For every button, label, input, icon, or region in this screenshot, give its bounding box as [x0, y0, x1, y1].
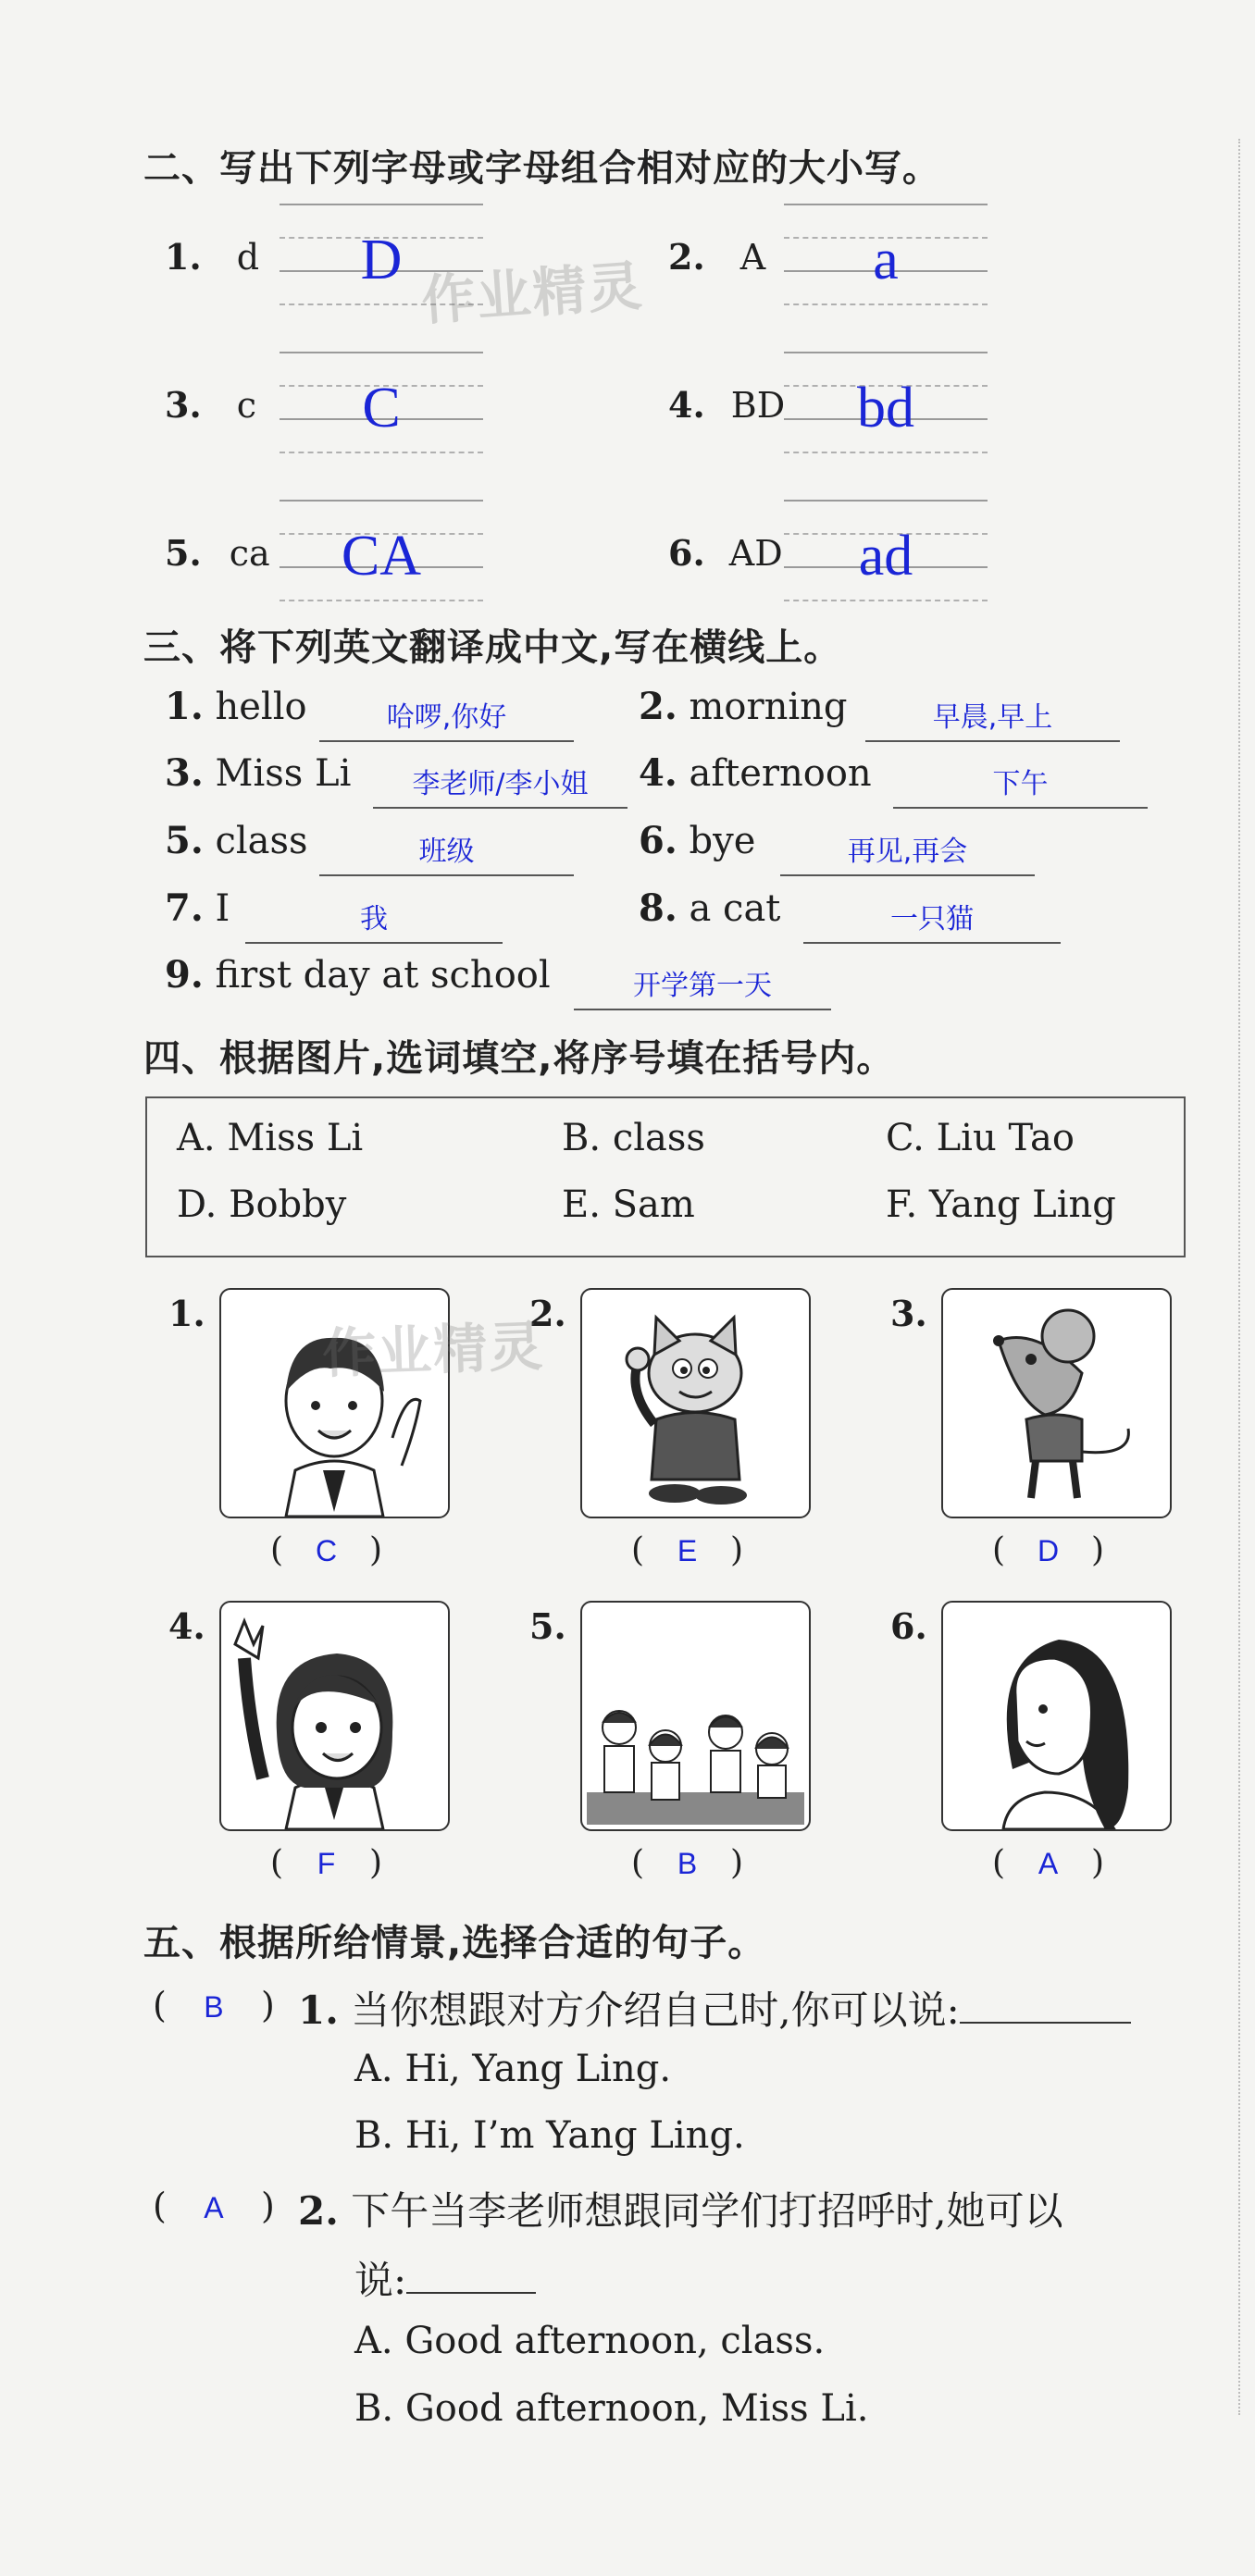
s3-answer: 一只猫	[890, 903, 974, 935]
margin-rule	[1238, 139, 1240, 2415]
s2-item-2	[668, 236, 765, 278]
s3-line	[574, 1009, 831, 1010]
s2-grid-6	[784, 500, 988, 601]
answer-paren-4: ( F )	[270, 1844, 382, 1882]
s2-grid-2	[784, 204, 988, 305]
s2-num: 5.	[165, 532, 202, 574]
class-picture	[580, 1601, 811, 1831]
s2-grid-3	[280, 352, 483, 453]
s3-line	[373, 807, 628, 809]
s3-item-9: 9. first day at school	[165, 953, 551, 997]
s2-answer: a	[873, 229, 899, 291]
option-a: A. Miss Li	[177, 1117, 364, 1159]
section-5-title: 五、根据所给情景,选择合适的句子。	[143, 1922, 766, 1964]
section-4-title: 四、根据图片,选词填空,将序号填在括号内。	[143, 1037, 895, 1080]
s3-answer: 班级	[418, 836, 475, 868]
pic-num: 4.	[168, 1605, 205, 1647]
s2-answer: CA	[341, 525, 422, 588]
q1-answer-paren: ( B )	[153, 1985, 275, 2025]
s3-answer: 下午	[992, 768, 1049, 800]
s2-given: d	[236, 237, 260, 278]
option-b: B. class	[562, 1117, 705, 1159]
s3-item-8: 8. a cat	[639, 886, 781, 930]
s2-answer: D	[360, 229, 403, 291]
s3-answer: 我	[360, 903, 388, 935]
q2-choice-a: A. Good afternoon, class.	[354, 2320, 826, 2362]
watermark: 作业精灵	[321, 1314, 546, 1386]
q2-text: 2. 下午当李老师想跟同学们打招呼时,她可以	[298, 2188, 1063, 2234]
s3-answer: 李老师/李小姐	[412, 768, 589, 800]
option-f: F. Yang Ling	[886, 1183, 1116, 1226]
s3-item-2: 2. morning	[639, 685, 848, 728]
q2-text-cont: 说:	[354, 2250, 536, 2306]
s2-item-3	[165, 384, 256, 426]
cat-picture	[580, 1288, 811, 1518]
option-e: E. Sam	[562, 1183, 695, 1226]
s3-answer: 再见,再会	[847, 836, 968, 868]
q1-choice-a: A. Hi, Yang Ling.	[354, 2048, 672, 2090]
s2-given: AD	[728, 533, 783, 574]
woman-teacher-picture	[941, 1601, 1172, 1831]
s3-line	[803, 942, 1061, 944]
q2-choice-b: B. Good afternoon, Miss Li.	[354, 2387, 869, 2430]
s2-grid-5	[280, 500, 483, 601]
option-d: D. Bobby	[177, 1183, 347, 1226]
girl-waving-picture	[219, 1601, 450, 1831]
section-3-title: 三、将下列英文翻译成中文,写在横线上。	[143, 626, 842, 669]
s2-num: 2.	[668, 236, 705, 278]
pic-num: 3.	[890, 1293, 927, 1334]
watermark: 作业精灵	[419, 254, 646, 333]
s3-line	[893, 807, 1148, 809]
s2-item-4	[668, 384, 785, 426]
s3-line	[865, 740, 1120, 742]
s2-item-1	[165, 236, 259, 278]
option-c: C. Liu Tao	[886, 1117, 1075, 1159]
s3-line	[780, 874, 1035, 876]
mouse-picture	[941, 1288, 1172, 1518]
s3-answer: 早晨,早上	[932, 701, 1053, 734]
options-box	[145, 1096, 1186, 1257]
s2-num: 3.	[165, 384, 202, 426]
answer-paren-2: ( E )	[631, 1531, 743, 1569]
q2-answer-paren: ( A )	[153, 2186, 275, 2226]
q1-choice-b: B. Hi, I’m Yang Ling.	[354, 2114, 745, 2157]
s3-line	[319, 740, 574, 742]
s2-given: ca	[229, 533, 270, 574]
s2-num: 6.	[668, 532, 705, 574]
s3-item-7: 7. I	[165, 886, 230, 930]
answer-paren-5: ( B )	[631, 1844, 743, 1882]
s2-item-6	[668, 532, 783, 574]
s3-item-3: 3. Miss Li	[165, 751, 352, 795]
pic-num: 2.	[529, 1293, 566, 1334]
answer-paren-3: ( D )	[992, 1531, 1104, 1569]
s2-given: A	[739, 237, 766, 278]
pic-num: 5.	[529, 1605, 566, 1647]
answer-paren-1: ( C )	[270, 1531, 382, 1569]
s3-item-6: 6. bye	[639, 819, 756, 862]
s2-num: 1.	[165, 236, 202, 278]
pic-num: 6.	[890, 1605, 927, 1647]
section-2-title: 二、写出下列字母或字母组合相对应的大小写。	[143, 147, 940, 190]
s3-item-4: 4. afternoon	[639, 751, 872, 795]
s2-answer: C	[362, 377, 401, 440]
s2-grid-4	[784, 352, 988, 453]
s3-answer: 开学第一天	[633, 970, 772, 1002]
s3-answer: 哈啰,你好	[386, 701, 507, 734]
s2-given: BD	[730, 385, 786, 426]
answer-paren-6: ( A )	[992, 1844, 1104, 1882]
q1-text: 1. 当你想跟对方介绍自己时,你可以说:	[298, 1980, 1131, 2036]
s3-item-5: 5. class	[165, 819, 308, 862]
s2-item-5	[165, 532, 270, 574]
s2-given: c	[236, 385, 257, 426]
s3-line	[245, 942, 503, 944]
pic-num: 1.	[168, 1293, 205, 1334]
s3-item-1: 1. hello	[165, 685, 307, 728]
s3-line	[319, 874, 574, 876]
s2-answer: bd	[857, 377, 914, 440]
s2-num: 4.	[668, 384, 705, 426]
s2-answer: ad	[858, 525, 913, 588]
